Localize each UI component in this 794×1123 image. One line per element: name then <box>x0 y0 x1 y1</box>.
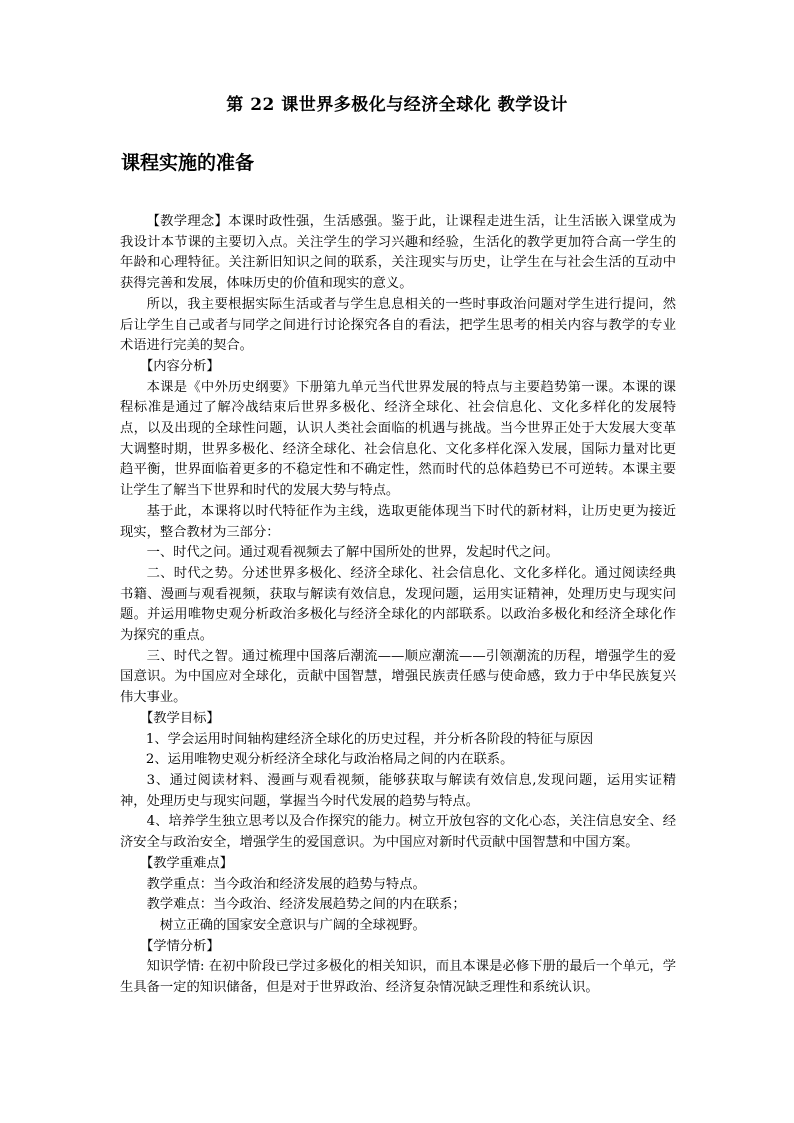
heading-key-difficulties: 【教学重难点】 <box>139 855 234 871</box>
heading-learner-analysis: 【学情分析】 <box>139 938 220 954</box>
paragraph-difficulty-continued: 树立正确的国家安全意识与广阔的全球视野。 <box>159 917 426 933</box>
paragraph-learner-analysis: 知识学情: 在初中阶段已学过多极化的相关知识，而且本课是必修下册的最后一个单元，学生具备一定的知识储备，但是对于世界政治、经济复杂情况缺乏理性和系统认识。 <box>120 959 676 996</box>
section-heading: 课程实施的准备 <box>121 152 255 174</box>
heading-content-analysis: 【内容分析】 <box>139 358 220 374</box>
paragraph-part-one: 一、时代之问。通过观看视频去了解中国所处的世界，发起时代之问。 <box>146 545 559 561</box>
paragraph-difficulty: 教学难点：当今政治、经济发展趋势之间的内在联系； <box>146 897 466 913</box>
heading-teaching-objectives: 【教学目标】 <box>139 710 220 726</box>
paragraph-teaching-philosophy: 【教学理念】本课时政性强，生活感强。鉴于此，让课程走进生活，让生活嵌入课堂成为我设计本节课的主要切入点。关注学生的学习兴趣和经验，生活化的教学更加符合高一学生的年龄和心理特征。关注新旧知识之间的联系，关注现实与历史，让学生在与社会生活的互动中获得完善和发展，体味历史的价值和现实的意义。 <box>120 214 676 292</box>
paragraph-part-three: 三、时代之智。通过梳理中国落后潮流——顺应潮流——引领潮流的历程，增强学生的爱国意识。为中国应对全球化，贡献中国智慧，增强民族责任感与使命感，致力于中华民族复兴伟大事业。 <box>120 648 676 706</box>
objective-item-1: 1、学会运用时间轴构建经济全球化的历史过程，并分析各阶段的特征与原因 <box>145 731 594 747</box>
objective-item-2: 2、运用唯物史观分析经济全球化与政治格局之间的内在联系。 <box>145 752 514 768</box>
document-title: 第 22 课世界多极化与经济全球化 教学设计 <box>226 95 568 115</box>
paragraph-structure: 基于此，本课将以时代特征作为主线，选取更能体现当下时代的新材料，让历史更为接近现实，整合教材为三部分： <box>120 503 676 540</box>
paragraph-approach: 所以，我主要根据实际生活或者与学生息息相关的一些时事政治问题对学生进行提问，然后让学生自己或者与同学之间进行讨论探究各自的看法，把学生思考的相关内容与教学的专业术语进行完美的契合。 <box>120 296 676 354</box>
objective-item-4: 4、培养学生独立思考以及合作探究的能力。树立开放包容的文化心态，关注信息安全、经济安全与政治安全，增强学生的爱国意识。为中国应对新时代贡献中国智慧和中国方案。 <box>120 814 676 851</box>
paragraph-key-point: 教学重点：当今政治和经济发展的趋势与特点。 <box>146 876 426 892</box>
objective-item-3: 3、通过阅读材料、漫画与观看视频，能够获取与解读有效信息,发现问题，运用实证精神，处理历史与现实问题，掌握当今时代发展的趋势与特点。 <box>120 772 676 809</box>
document-body <box>120 212 676 999</box>
paragraph-content-analysis: 本课是《中外历史纲要》下册第九单元当代世界发展的特点与主要趋势第一课。本课的课程标准是通过了解冷战结束后世界多极化、经济全球化、社会信息化、文化多样化的发展特点，以及出现的全球性问题，认识人类社会面临的机遇与挑战。当今世界正处于大发展大变革大调整时期，世界多极化、经济全球化、社会信息化、文化多样化深入发展，国际力量对比更趋平衡，世界面临着更多的不稳定性和不确定性，然而时代的总体趋势已不可逆转。本课主要让学生了解当下世界和时代的发展大势与特点。 <box>120 379 676 499</box>
paragraph-part-two: 二、时代之势。分述世界多极化、经济全球化、社会信息化、文化多样化。通过阅读经典书籍、漫画与观看视频，获取与解读有效信息，发现问题，运用实证精神，处理历史与现实问题。并运用唯物史观分析政治多极化与经济全球化的内部联系。以政治多极化和经济全球化作为探究的重点。 <box>120 565 676 644</box>
